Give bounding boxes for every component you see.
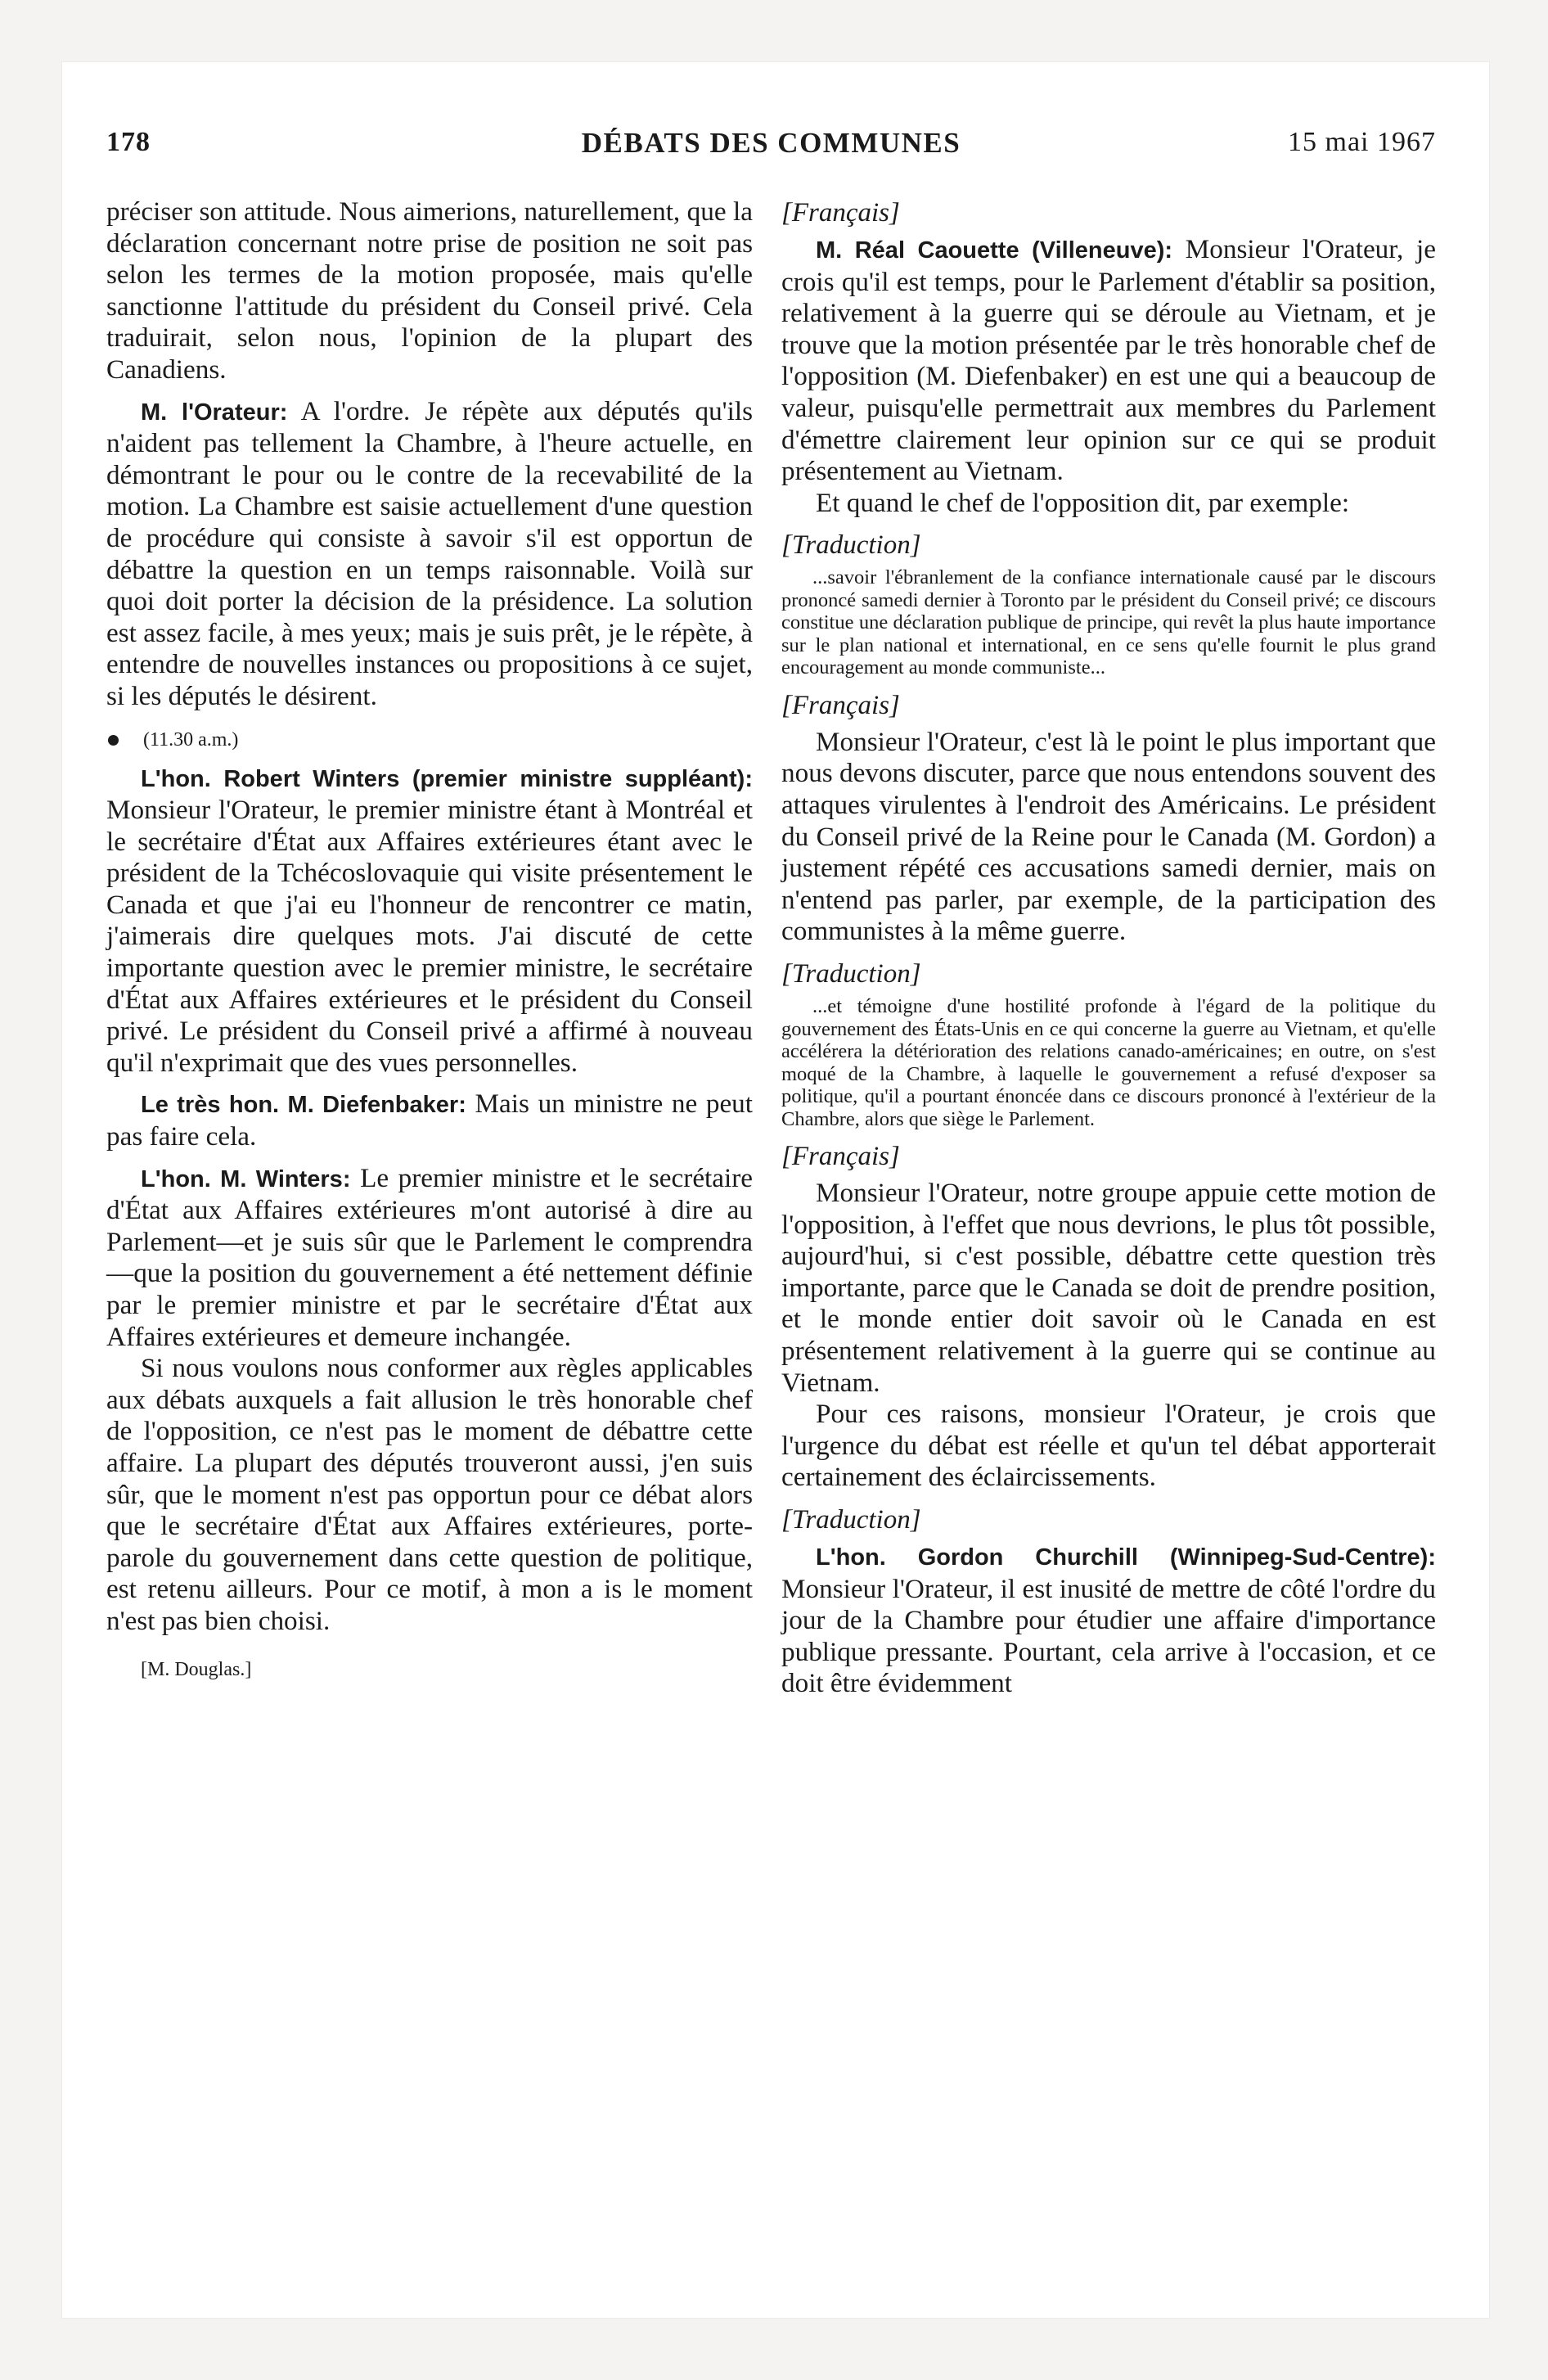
- quotation: [781, 995, 1436, 1130]
- paragraph: [106, 1089, 753, 1152]
- publication-title: DÉBATS DES COMMUNES: [581, 127, 961, 159]
- paragraph: [781, 1541, 1436, 1700]
- speaker-name: L'hon. Gordon Churchill (Winnipeg-Sud-Centre):: [816, 1544, 1436, 1571]
- paragraph: [106, 396, 753, 713]
- speech-text: Monsieur l'Orateur, il est inusité de mettre de côté l'ordre du jour de la Chambre pour étudier une affaire d'importance publique pressante. Pourtant, cela arrive à l'occasion, et ce doit être évidemment: [781, 1573, 1436, 1699]
- speech-text: Monsieur l'Orateur, je crois qu'il est temps, pour le Parlement d'établir sa position, relativement à la guerre qui se déroule au Vietnam, et je trouve que la motion présentée par le très honorable chef de l'opposition (M. Diefenbaker) en est une qui a beaucoup de valeur, puisqu'elle permettrait aux membres du Parlement d'émettre clairement leur opinion sur ce qui se produit présentement au Vietnam.: [781, 234, 1436, 487]
- language-marker: [Traduction]: [781, 530, 921, 561]
- paragraph: Monsieur l'Orateur, c'est là le point le plus important que nous devons discuter, parce que nous entendons souvent des attaques virulentes à l'endroit des Américains. Le président du Conseil privé de la Reine pour le Canada (M. Gordon) a justement répété ces accusations samedi dernier, mais on n'entend pas parler, par exemple, de la participation des communistes à la même guerre.: [781, 726, 1436, 947]
- page-number: 178: [106, 127, 151, 157]
- paragraph: [106, 1163, 753, 1354]
- page-date: 15 mai 1967: [1288, 127, 1436, 157]
- paragraph: [781, 234, 1436, 488]
- speech-text: Monsieur l'Orateur, le premier ministre étant à Montréal et le secrétaire d'État aux Affaires extérieures étant avec le président de la Tchécoslovaquie qui visite présentement le Canada et que j'ai eu l'honneur de rencontrer ce matin, j'aimerais dire quelques mots. J'ai discuté de cette importante question avec le premier ministre, le secrétaire d'État aux Affaires extérieures et le président du Conseil privé. Le président du Conseil privé a affirmé à nouveau qu'il n'exprimait que des vues personnelles.: [106, 795, 753, 1078]
- language-marker: [Traduction]: [781, 959, 921, 989]
- speaker-signature: [M. Douglas.]: [141, 1658, 252, 1680]
- speech-text: Le premier ministre et le secrétaire d'État aux Affaires extérieures m'ont autorisé à dire au Parlement—et je suis sûr que le Parlement le comprendra—que la position du gouvernement a été nettement définie par le premier ministre et par le secrétaire d'État aux Affaires extérieures et demeure inchangée.: [106, 1162, 753, 1352]
- timestamp: [106, 729, 753, 751]
- speaker-name: Le très hon. M. Diefenbaker:: [141, 1092, 466, 1119]
- bullet-icon: [108, 735, 119, 746]
- quotation-text: ...et témoigne d'une hostilité profonde à l'égard de la politique du gouvernement des États-Unis en ce qui concerne la guerre au Vietnam, et qu'elle accélérera la détérioration des relations canado-américaines; en outre, on s'est moqué de la Chambre, à laquelle le gouvernement a refusé d'exposer sa politique, qu'il a pourtant énoncée dans ce discours prononcé à l'extérieur de la Chambre, alors que siège le Parlement.: [781, 995, 1436, 1130]
- speech-text: Mais un ministre ne peut pas faire cela.: [106, 1089, 754, 1152]
- language-marker: [Traduction]: [781, 1504, 921, 1535]
- page-header: [106, 127, 1436, 168]
- language-marker: [Français]: [781, 690, 900, 720]
- paragraph: Pour ces raisons, monsieur l'Orateur, je crois que l'urgence du débat est réelle et qu'un tel débat apporterait certainement des éclaircissements.: [781, 1399, 1436, 1493]
- paragraph: Monsieur l'Orateur, notre groupe appuie cette motion de l'opposition, à l'effet que nous devrions, le plus tôt possible, aujourd'hui, si c'est possible, débattre cette question très importante, parce que le Canada se doit de prendre position, et le monde entier doit savoir où le Canada en est présentement relativement à la guerre qui se continue au Vietnam.: [781, 1178, 1436, 1398]
- quotation: [781, 566, 1436, 679]
- quotation-text: ...savoir l'ébranlement de la confiance internationale causé par le discours prononcé samedi dernier à Toronto par le président du Conseil privé; ce discours constitue une déclaration publique de principe, qui revêt la plus haute importance sur le plan national et international, en ce sens qu'elle fournit le plus grand encouragement au monde communiste...: [781, 566, 1436, 679]
- language-marker: [Français]: [781, 198, 900, 228]
- language-marker: [Français]: [781, 1142, 900, 1171]
- speech-text: A l'ordre. Je répète aux députés qu'ils n'aident pas tellement la Chambre, à l'heure actuelle, en démontrant le pour ou le contre de la recevabilité de la motion. La Chambre est saisie actuellement d'une question de procédure qui consiste à savoir s'il est opportun de débattre la question en un temps raisonnable. Voilà sur quoi doit porter la décision de la présidence. La solution est assez facile, à mes yeux; mais je suis prêt, je le répète, à entendre de nouvelles instances ou propositions à ce sujet, si les députés le désirent.: [106, 395, 754, 711]
- speaker-name: L'hon. Robert Winters (premier ministre suppléant):: [141, 765, 753, 792]
- paragraph: préciser son attitude. Nous aimerions, naturellement, que la déclaration concernant notre prise de position ne soit pas selon les termes de la motion proposée, mais qu'elle sanctionne l'attitude du président du Conseil privé. Cela traduirait, selon nous, l'opinion de la plupart des Canadiens.: [106, 196, 753, 385]
- paragraph: [106, 763, 753, 1080]
- right-column: [781, 196, 1436, 1700]
- speaker-name: M. Réal Caouette (Villeneuve):: [816, 237, 1173, 264]
- paragraph: Et quand le chef de l'opposition dit, par exemple:: [816, 487, 1350, 518]
- left-column: [106, 196, 753, 1681]
- speaker-name: L'hon. M. Winters:: [141, 1165, 351, 1192]
- timestamp-text: (11.30 a.m.): [143, 728, 239, 751]
- paragraph: Si nous voulons nous conformer aux règles applicables aux débats auxquels a fait allusion le très honorable chef de l'opposition, ce n'est pas le moment de débattre cette affaire. La plupart des députés trouveront aussi, j'en suis sûr, que le moment n'est pas opportun pour ce débat alors que le secrétaire d'État aux Affaires extérieures, porte-parole du gouvernement dans cette question de politique, est retenu ailleurs. Pour ce motif, à mon a is le moment n'est pas bien choisi.: [106, 1353, 753, 1636]
- speaker-name: M. l'Orateur:: [141, 399, 288, 426]
